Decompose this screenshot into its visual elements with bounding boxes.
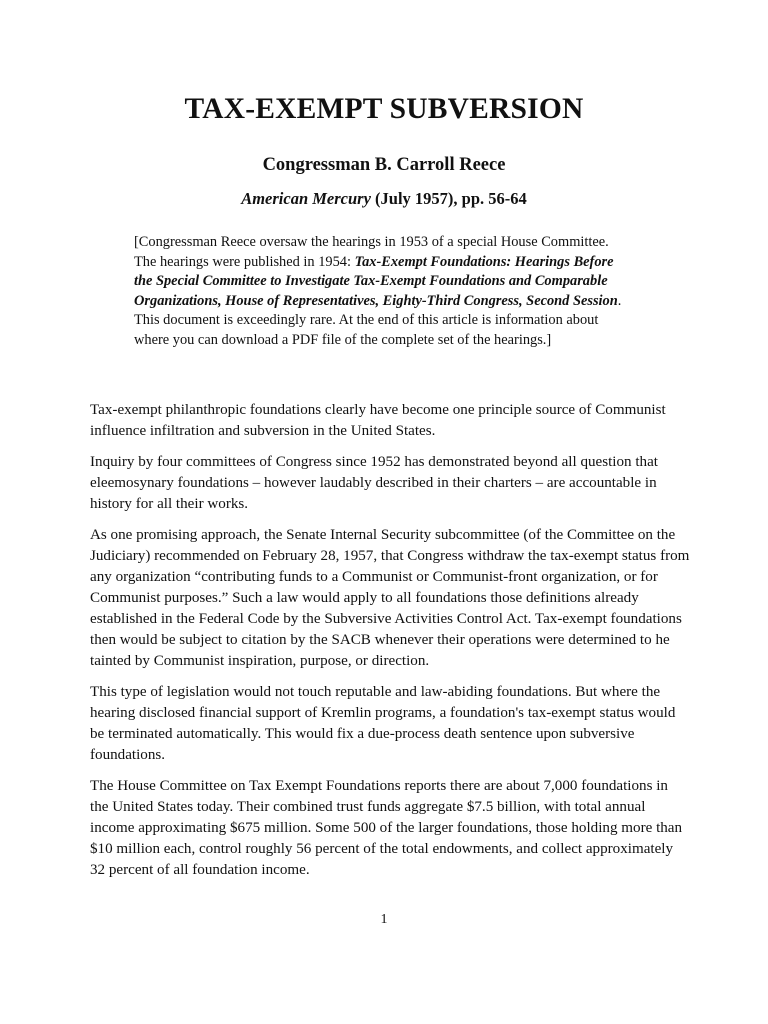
body-paragraph-5: The House Committee on Tax Exempt Foundations reports there are about 7,000 foundations in the United States today. Their combined trust funds aggregate $7.5 billion, with total annual income approximating $675 million. Some 500 of the larger foundations, those holding more than $10 million each, control roughly 56 percent of the total endowments, and collect approximately 32 percent of all foundation income. — [90, 778, 683, 878]
body-paragraph-4: This type of legislation would not touch reputable and law-abiding foundations. But where the hearing disclosed financial support of Kremlin programs, a foundation's tax-exempt status would be terminated automatically. This would fix a due-process death sentence upon subversive foundations. — [90, 684, 676, 763]
author-line: Congressman B. Carroll Reece — [262, 155, 506, 175]
hearings-publication-title: Tax-Exempt Foundations: Hearings Before the Special Committee to Investigate Tax-Exempt Foundations and Comparable Organizations, House of Representatives, Eighty-Third Congress, Second Session — [134, 253, 618, 309]
journal-name: American Mercury — [241, 189, 371, 208]
document-title: TAX-EXEMPT SUBVERSION — [184, 93, 584, 125]
body-paragraph-2: Inquiry by four committees of Congress since 1952 has demonstrated beyond all question that eleemosynary foundations – however laudably described in their charters – are accountable in history for all their works. — [90, 454, 658, 512]
editor-note — [134, 233, 624, 350]
editor-note-intro: [Congressman Reece oversaw the hearings in 1953 of a special House Committee. The hearings were published in 1954: — [134, 234, 609, 270]
body-paragraph-1: Tax-exempt philanthropic foundations clearly have become one principle source of Communist influence infiltration and subversion in the United States. — [90, 402, 666, 439]
citation-details: (July 1957), pp. 56-64 — [370, 189, 527, 208]
page-number: 1 — [380, 912, 388, 927]
source-citation — [0, 189, 768, 209]
body-paragraph-3: As one promising approach, the Senate Internal Security subcommittee (of the Committee on the Judiciary) recommended on February 28, 1957, that Congress withdraw the tax-exempt status from any organization “contributing funds to a Communist or Communist-front organization, or for Communist purposes.” Such a law would apply to all foundations those definitions already established in the Federal Code by the Subversive Activities Control Act. Tax-exempt foundations then would be subject to citation by the SACB whenever their operations were determined to he tainted by Communist inspiration, purpose, or direction. — [90, 527, 690, 669]
article-body — [90, 400, 690, 891]
editor-note-ending: . This document is exceedingly rare. At the end of this article is information about where you can download a PDF file of the complete set of the hearings.] — [134, 292, 622, 348]
